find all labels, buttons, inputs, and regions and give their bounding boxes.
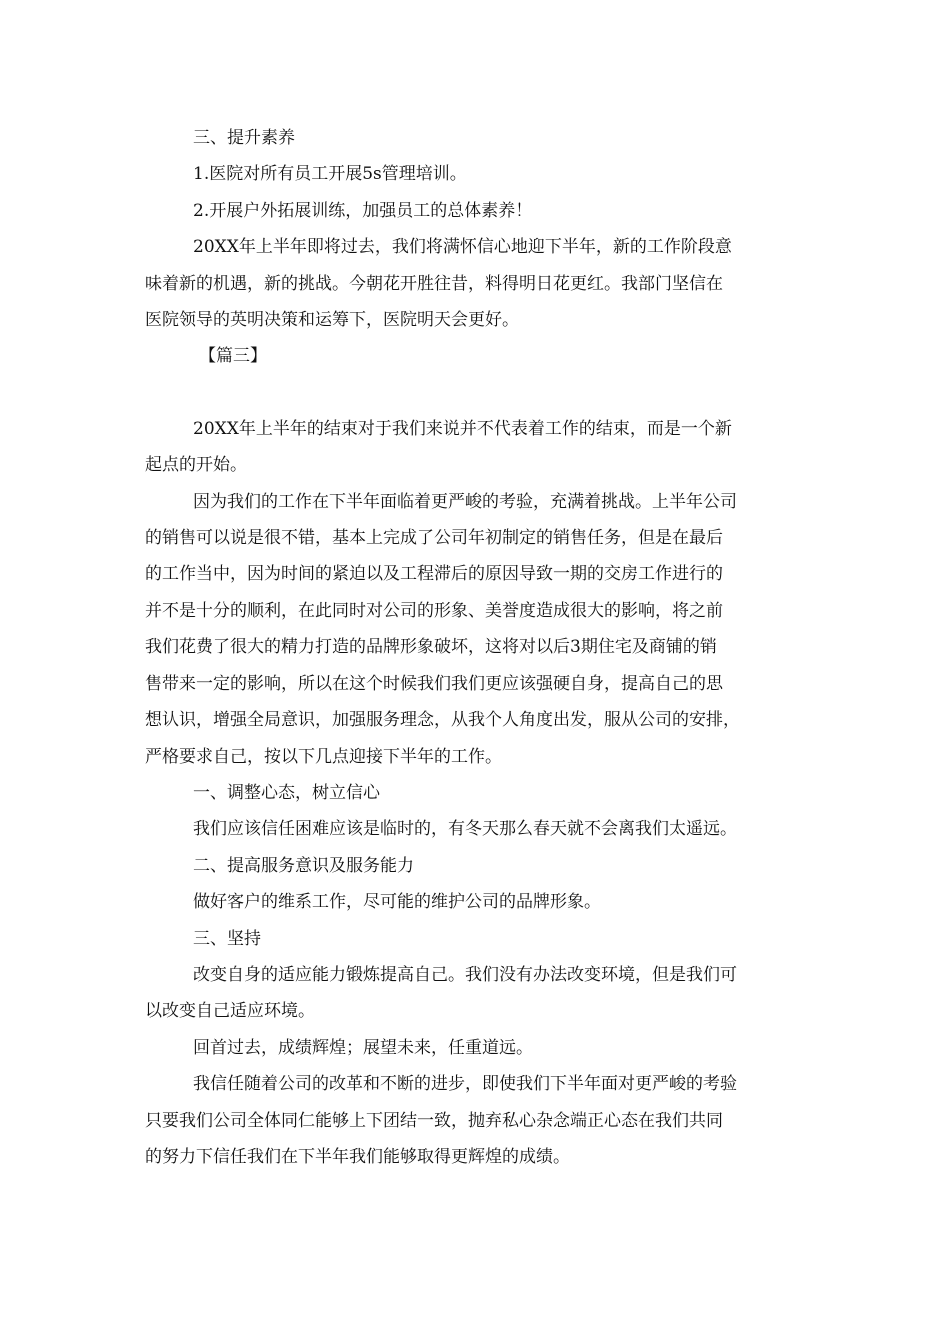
chapter-title: 【篇三】 [199, 346, 267, 367]
point-heading: 一、调整心态，树立信心 [193, 782, 380, 803]
section-heading: 三、提升素养 [193, 128, 295, 148]
blank-line [145, 375, 805, 411]
document-body [145, 120, 805, 1175]
paragraph-line: 我们花费了很大的精力打造的品牌形象破坏，这将对以后3期住宅及商铺的销 [145, 637, 717, 658]
list-item: 2.开展户外拓展训练，加强员工的总体素养！ [193, 200, 533, 221]
paragraph-line: 以改变自己适应环境。 [145, 1001, 315, 1022]
point-text: 我们应该信任困难应该是临时的，有冬天那么春天就不会离我们太遥远。 [193, 819, 737, 840]
paragraph-line: 20XX年上半年的结束对于我们来说并不代表着工作的结束，而是一个新 [193, 418, 732, 439]
paragraph-line: 只要我们公司全体同仁能够上下团结一致，抛弃私心杂念端正心态在我们共同 [145, 1110, 723, 1131]
paragraph-line: 起点的开始。 [145, 455, 247, 476]
paragraph-line: 售带来一定的影响，所以在这个时候我们我们更应该强硬自身，提高自己的思 [145, 673, 723, 694]
paragraph-line: 并不是十分的顺利，在此同时对公司的形象、美誉度造成很大的影响，将之前 [145, 600, 723, 621]
paragraph-line: 改变自身的适应能力锻炼提高自己。我们没有办法改变环境，但是我们可 [193, 964, 737, 985]
paragraph-line: 味着新的机遇，新的挑战。今朝花开胜往昔，料得明日花更红。我部门坚信在 [145, 273, 723, 294]
summary-line: 回首过去，成绩辉煌；展望未来，任重道远。 [193, 1037, 533, 1058]
paragraph-line: 想认识，增强全局意识，加强服务理念，从我个人角度出发，服从公司的安排， [145, 710, 740, 731]
paragraph-line: 我信任随着公司的改革和不断的进步，即使我们下半年面对更严峻的考验 [193, 1074, 737, 1095]
point-text: 做好客户的维系工作，尽可能的维护公司的品牌形象。 [193, 892, 601, 913]
paragraph-line: 的工作当中，因为时间的紧迫以及工程滞后的原因导致一期的交房工作进行的 [145, 564, 723, 585]
list-item: 1.医院对所有员工开展5s管理培训。 [193, 164, 467, 185]
paragraph-line: 的销售可以说是很不错，基本上完成了公司年初制定的销售任务，但是在最后 [145, 528, 723, 549]
point-heading: 二、提高服务意识及服务能力 [193, 855, 414, 876]
paragraph-line: 因为我们的工作在下半年面临着更严峻的考验，充满着挑战。上半年公司 [193, 491, 737, 512]
paragraph-challenge [145, 484, 805, 775]
paragraph-line: 20XX年上半年即将过去，我们将满怀信心地迎下半年，新的工作阶段意 [193, 237, 732, 258]
point-text [145, 957, 805, 1030]
paragraph-line: 严格要求自己，按以下几点迎接下半年的工作。 [145, 746, 502, 767]
paragraph-start [145, 411, 805, 484]
paragraph-closing [145, 1066, 805, 1175]
paragraph-line: 的努力下信任我们在下半年我们能够取得更辉煌的成绩。 [145, 1146, 570, 1167]
paragraph-line: 医院领导的英明决策和运筹下，医院明天会更好。 [145, 310, 519, 331]
paragraph-intro [145, 229, 805, 338]
point-heading: 三、坚持 [193, 928, 261, 949]
